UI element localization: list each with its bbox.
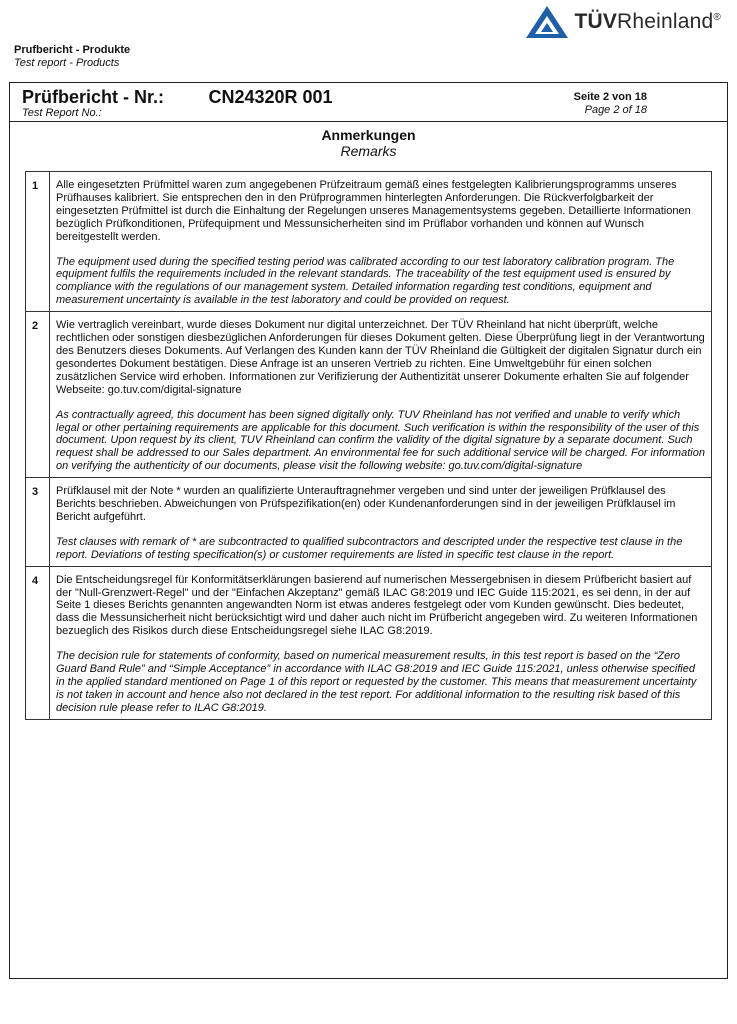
report-header xyxy=(10,83,727,122)
remark-row xyxy=(26,567,711,720)
tuv-rheinland-logo xyxy=(524,4,721,40)
remark-number: 4 xyxy=(26,567,50,719)
remark-text-de: Alle eingesetzten Prüfmittel waren zum angegebenen Prüfzeitraum gemäß eines festgelegten Kalibrierungsprogramms unseres Prüfhauses kalibriert. Sie entsprechen den in den Prüfprogrammen hinterlegten Anforderungen. Die Rückverfolgbarkeit der eingesetzten Prüfmittel ist durch die Einhaltung der Regelungen unseres Managementsystems gegeben. Detaillierte Informationen bezüglich Prüfkonditionen, Prüfequipment und Messunsicherheiten sind im Prüflabor vorhanden und können auf Wunsch bereitgestellt werden. xyxy=(56,179,691,243)
section-title-en: Remarks xyxy=(340,143,397,159)
page-indicator-en: Page 2 of 18 xyxy=(584,104,647,116)
section-title xyxy=(10,122,727,159)
logo-reg-mark: ® xyxy=(713,12,721,23)
logo-text-bold: TÜV xyxy=(574,10,618,33)
remark-number: 2 xyxy=(26,312,50,477)
triangle-logo-icon xyxy=(524,4,570,40)
remark-text-de: Die Entscheidungsregel für Konformitätserklärungen basierend auf numerischen Messergebnisen in diesem Prüfbericht basiert auf der "Null-Grenzwert-Regel" und der "Einfachen Akzeptanz" gemäß ILAC G8:2019 und IEC Guide 115:2021, es sei denn, in der auf Seite 1 dieses Berichts genannten angewandten Norm ist etwas anderes festgelegt oder vom Kunden gewünscht. Dies bedeutet, dass die Messunsicherheit nicht berücksichtigt wird und daher auch nicht im Prüfbericht angegeben wird. Zu weiteren Informationen bezueglich des Risikos durch diese Entscheidungsregel siehe ILAC G8:2019. xyxy=(56,573,698,638)
logo-wordmark xyxy=(574,10,721,34)
remark-row xyxy=(26,478,711,567)
report-title-de: Prüfbericht - Nr.: xyxy=(22,87,165,107)
remark-text-de: Wie vertraglich vereinbart, wurde dieses Dokument nur digital unterzeichnet. Der TÜV Rheinland hat nicht überprüft, welche rechtlichen oder sonstigen diesbezüglichen Anforderungen für dieses Dokument gelten. Diese Überprüfung liegt in der Verantwortung des Benutzers dieses Dokuments. Auf Verlangen des Kunden kann der TÜV Rheinland die Gültigkeit der digitalen Signatur durch ein gesondertes Dokument bestätigen. Diese Anfrage ist an unseren Vertrieb zu richten. Eine Umweltgebühr für einen solchen zusätzlichen Service wird erhoben. Informationen zur Verifizierung der Authentizität unserer Dokumente erhalten Sie auf folgender Webseite: go.tuv.com/digital-signature xyxy=(56,319,705,396)
remark-number: 3 xyxy=(26,478,50,566)
report-number: CN24320R 001 xyxy=(208,87,333,107)
doc-type-en: Test report - Products xyxy=(14,57,120,69)
remark-row xyxy=(26,172,711,312)
remark-text-en: The equipment used during the specified testing period was calibrated according to our test laboratory calibration program. The equipment fulfils the requirements included in the relevant standards. The traceability of the test equipment used is ensured by compliance with the regulations of our management system. Detailed information regarding test conditions, equipment and measurement uncertainty is available in the test laboratory and could be provided on request. xyxy=(56,255,675,307)
remark-text-en: As contractually agreed, this document has been signed digitally only. TUV Rheinland has not verified and unable to verify which legal or other pertaining requirements are applicable for this document. Such verification is within the responsibility of the user of this document. Upon request by its client, TUV Rheinland can confirm the validity of the digital signature by a separate document. Such request shall be addressed to our Sales department. An environmental fee for such additional service will be charged. For information on verifying the authenticity of our documents, please visit the following website: go.tuv.com/digital-signature xyxy=(56,408,705,473)
report-title-en: Test Report No.: xyxy=(22,107,102,119)
section-title-de: Anmerkungen xyxy=(321,127,416,143)
remark-text-de: Prüfklausel mit der Note * wurden an qualifizierte Unterauftragnehmer vergeben und sind unter der jeweiligen Prüfklausel des Berichts beschrieben. Abweichungen von Prüfspezifikation(en) oder Kundenanforderungen sind in der jeweiligen Prüfklausel im Bericht aufgeführt. xyxy=(56,485,676,523)
logo-text-regular: Rheinland xyxy=(617,10,714,33)
report-page-frame xyxy=(9,82,728,979)
remarks-table xyxy=(25,171,712,720)
remark-text-en: The decision rule for statements of conformity, based on numerical measurement results, in this test report is based on the “Zero Guard Band Rule” and “Simple Acceptance” in accordance with ILAC G8:2019 and IEC Guide 115:2021, unless otherwise specified in the applied standard mentioned on Page 1 of this report or requested by the customer. This means that measurement uncertainty is not taken in account and hence also not declared in the test report. For additional information to the resulting risk based of this decision rule please refer to ILAC G8:2019. xyxy=(56,650,697,714)
page-indicator-de: Seite 2 von 18 xyxy=(573,91,647,103)
doc-type-de: Prufbericht - Produkte xyxy=(14,44,131,56)
remark-row xyxy=(26,312,711,478)
remark-text-en: Test clauses with remark of * are subcontracted to qualified subcontractors and descripted under the respective test clause in the report. Deviations of testing specification(s) or customer requirements are listed in specific test clause in the report. xyxy=(56,535,683,561)
document-type xyxy=(14,44,130,70)
remark-number: 1 xyxy=(26,172,50,311)
